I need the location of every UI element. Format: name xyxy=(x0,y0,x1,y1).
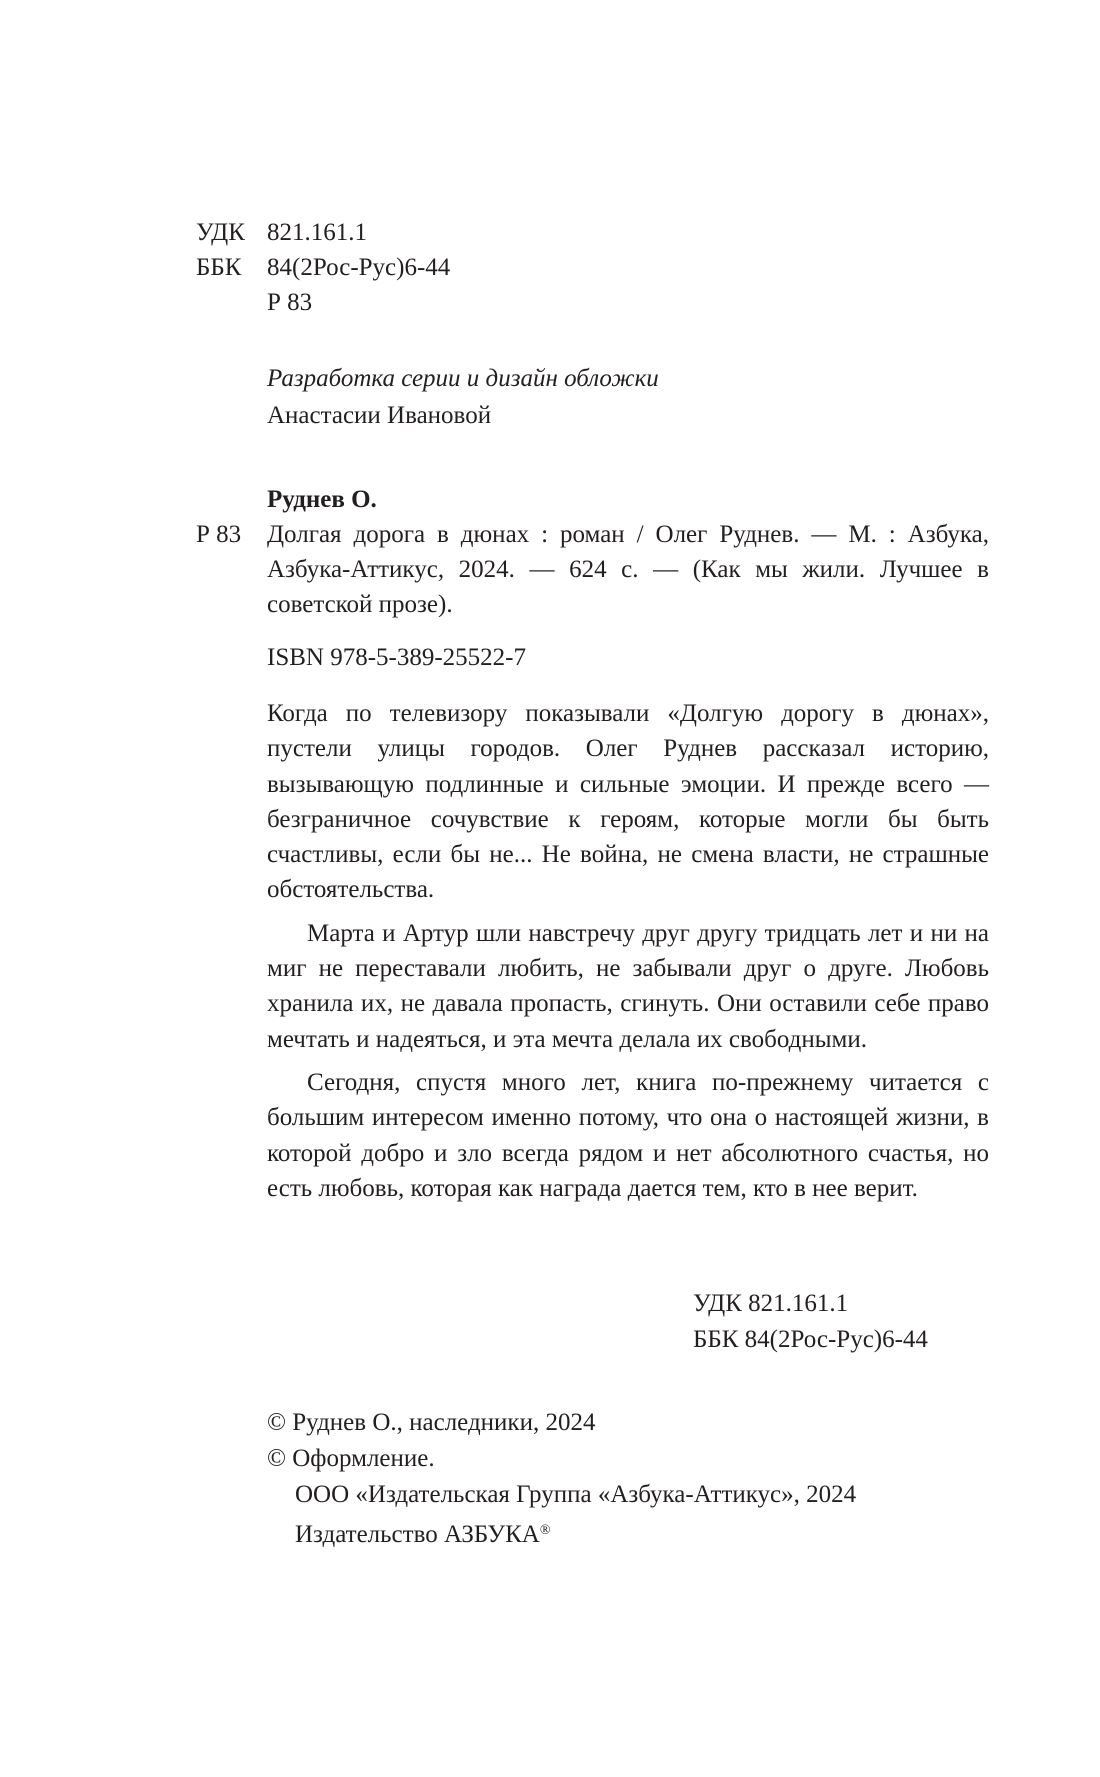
footer-classification-codes xyxy=(693,1286,928,1358)
record-author: Руднев О. xyxy=(267,486,377,513)
copyright-publisher xyxy=(267,1513,856,1553)
credit-role: Разработка серии и дизайн обложки xyxy=(267,365,659,392)
copyright-publisher-group: ООО «Издательская Группа «Азбука-Аттикус», 2024 xyxy=(295,1481,857,1508)
udk-label: УДК xyxy=(196,219,245,246)
credit-name: Анастасии Ивановой xyxy=(267,402,492,429)
author-mark: Р 83 xyxy=(267,289,313,316)
footer-bbk: ББК 84(2Рос-Рус)6-44 xyxy=(693,1326,928,1353)
copyright-block xyxy=(267,1405,856,1553)
annotation-paragraph: Сегодня, спустя много лет, книга по-прежнему читается с большим интересом именно потому, что она о настоящей жизни, в которой добро и зло всегда рядом и нет абсолютного счастья, но есть любовь, которая как награда дается тем, кто в нее верит. xyxy=(267,1068,989,1202)
registered-mark: ® xyxy=(539,1523,551,1538)
copyright-design: © Оформление. xyxy=(267,1445,435,1472)
udk-value: 821.161.1 xyxy=(267,219,367,246)
bbk-value: 84(2Рос-Рус)6-44 xyxy=(267,254,451,281)
bbk-label: ББК xyxy=(196,254,242,281)
annotation-paragraph: Когда по телевизору показывали «Долгую дорогу в дюнах», пустели улицы городов. Олег Руднев рассказал историю, вызывающую подлинные и сильные эмоции. И прежде всего — безграничное сочувствие к героям, которые могли бы быть счастливы, если бы не... Не война, не смена власти, не страшные обстоятельства. xyxy=(267,700,989,904)
annotation xyxy=(267,696,989,1214)
design-credit xyxy=(267,360,659,434)
publisher-name: Издательство АЗБУКА xyxy=(295,1521,540,1548)
copyright-author: © Руднев О., наследники, 2024 xyxy=(267,1409,596,1436)
footer-udk: УДК 821.161.1 xyxy=(693,1290,849,1317)
record-description: Долгая дорога в дюнах : роман / Олег Руднев. — М. : Азбука, Азбука-Аттикус, 2024. — 624 с. — (Как мы жили. Лучшее в советской прозе). xyxy=(267,521,989,618)
annotation-paragraph: Марта и Артур шли навстречу друг другу тридцать лет и ни на миг не переставали любить, не забывали друг о друге. Любовь хранила их, не давала пропасть, сгинуть. Они оставили себе право мечтать и надеяться, и эта мечта делала их свободными. xyxy=(267,919,989,1053)
isbn: ISBN 978-5-389-25522-7 xyxy=(267,644,527,671)
record-author-mark: Р 83 xyxy=(196,521,242,548)
